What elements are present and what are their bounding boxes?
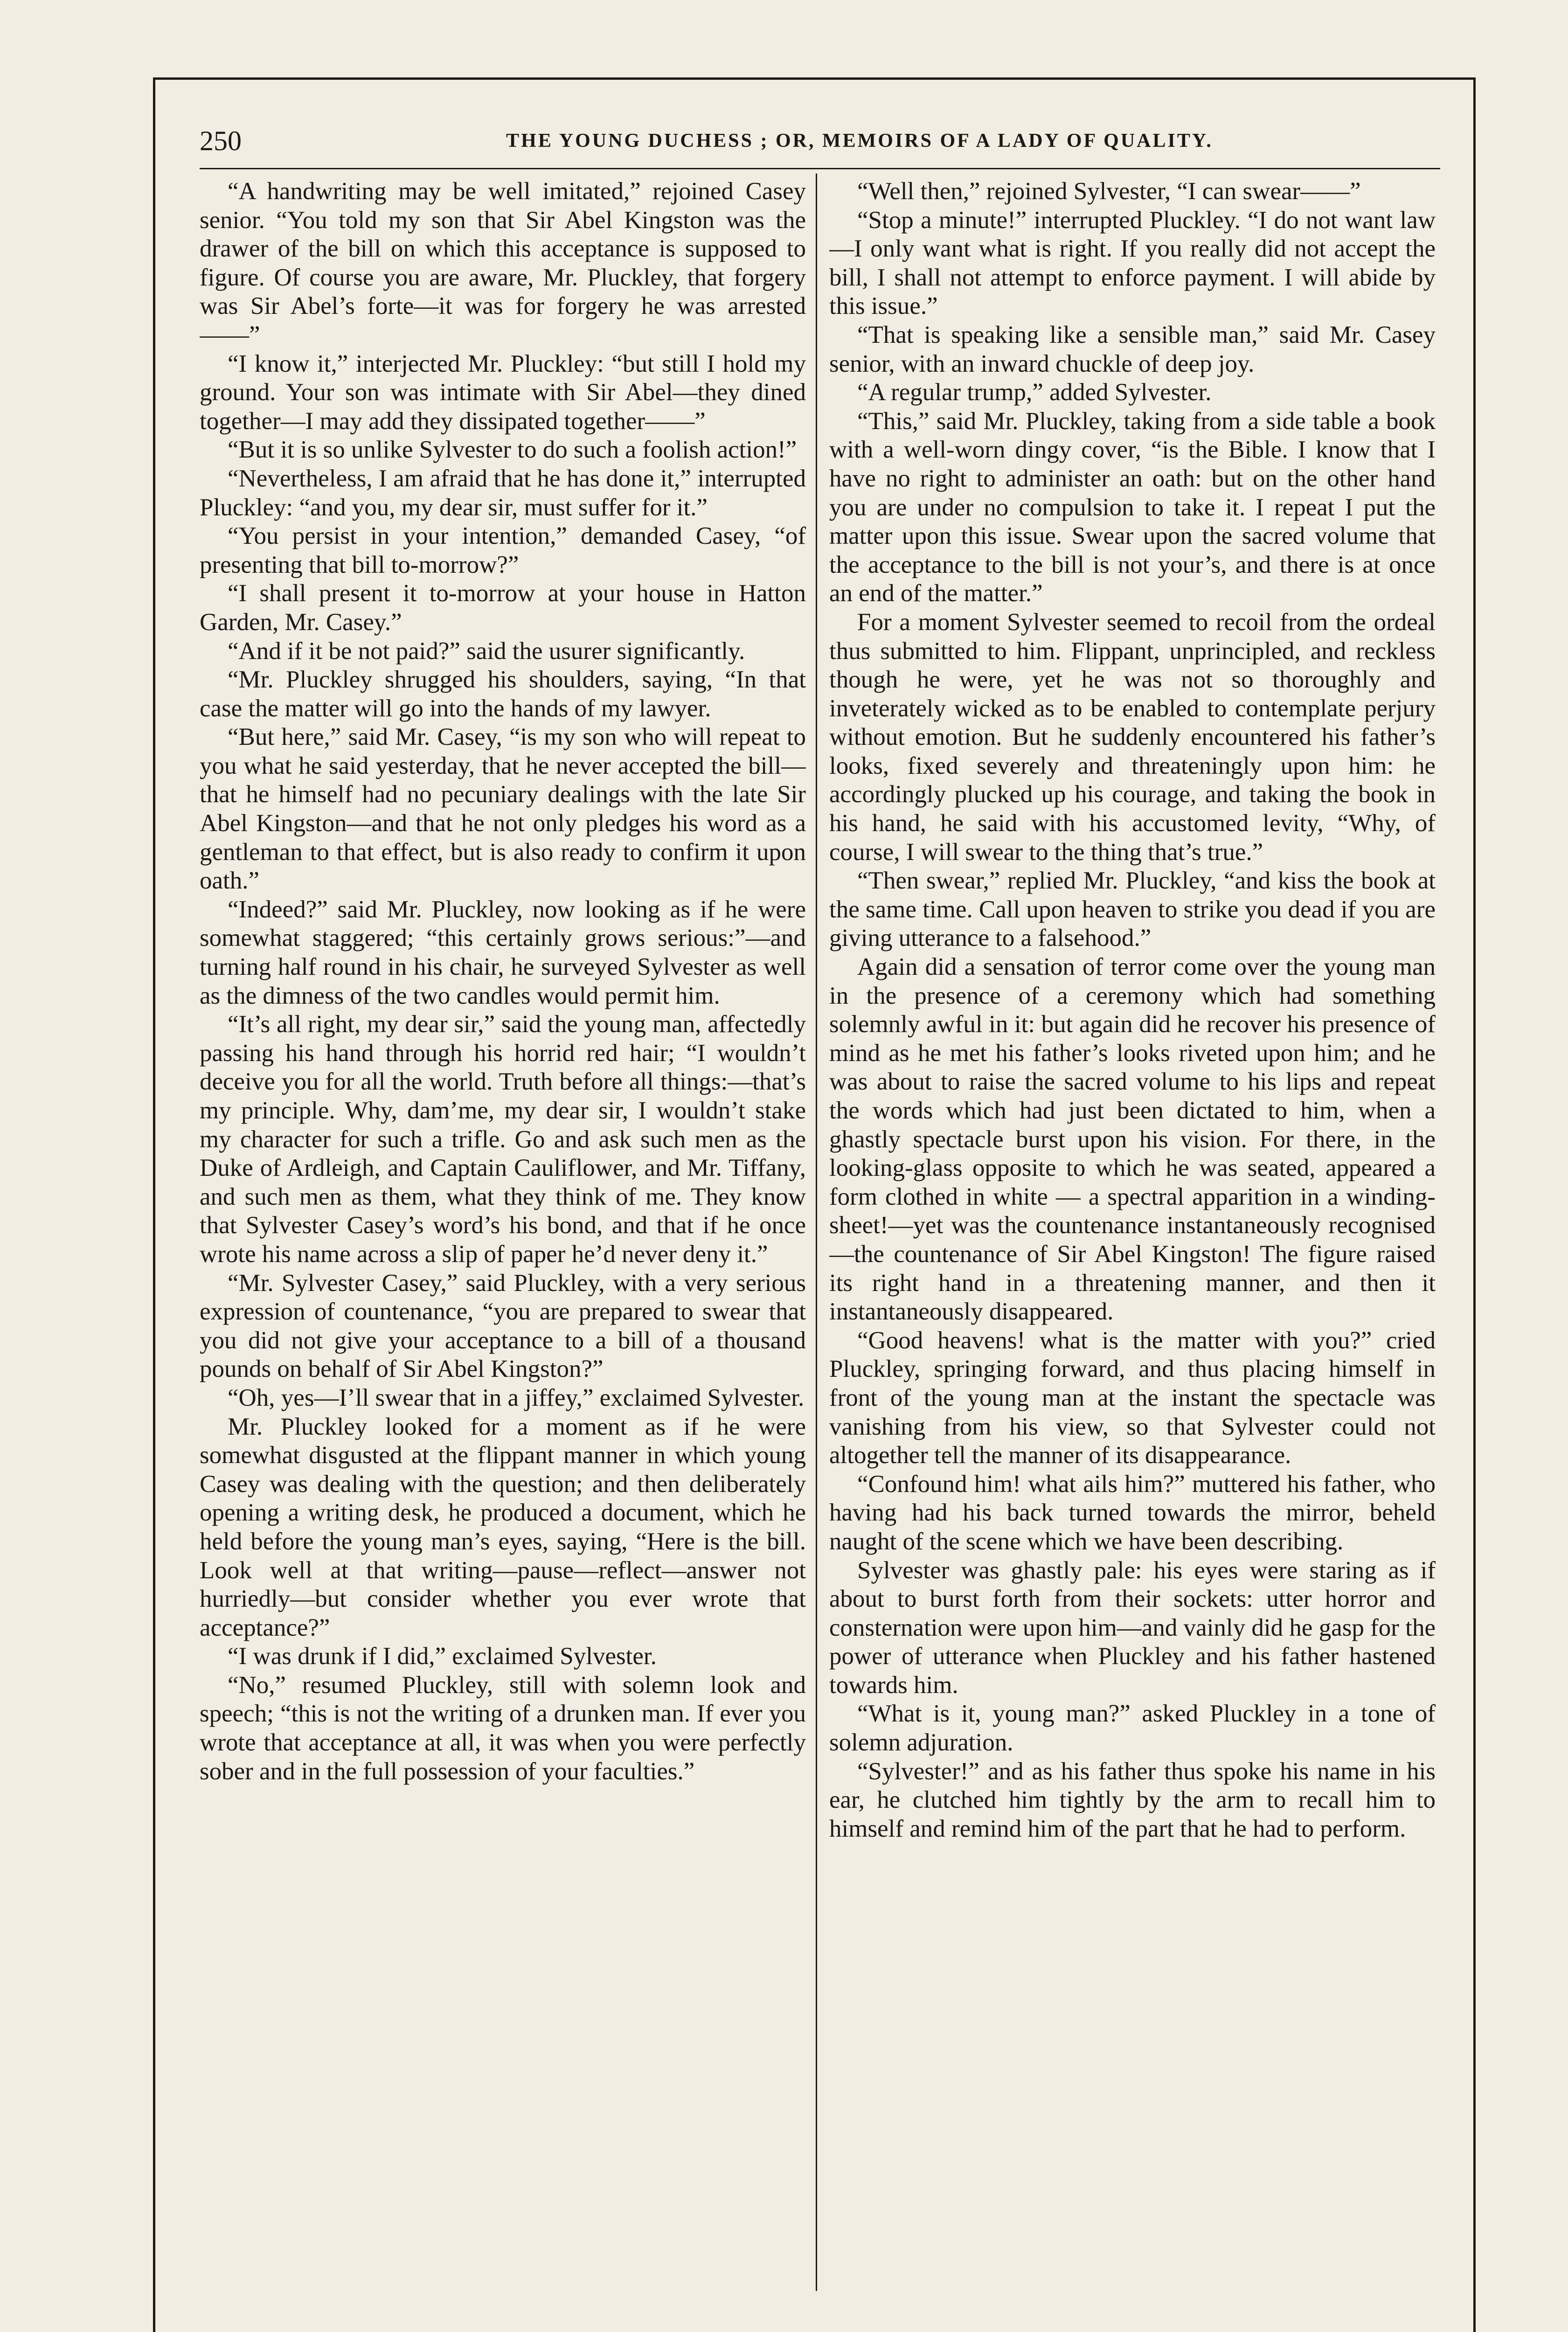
paragraph: Sylvester was ghastly pale: his eyes were staring as if about to burst forth from their sockets: utter horror and consternation were upon him—and vainly did he gasp for the power of utterance when Pluckley and his father hastened towards him. (829, 1556, 1436, 1699)
page-frame-right (1473, 77, 1476, 2332)
paragraph: “A regular trump,” added Sylvester. (857, 379, 1212, 406)
page-frame-top (153, 77, 1476, 80)
paragraph: “Mr. Pluckley shrugged his shoulders, saying, “In that case the matter will go into the hands of my lawyer. (200, 666, 806, 722)
page-frame-left (153, 77, 155, 2332)
paragraph: “A handwriting may be well imitated,” rejoined Casey senior. “You told my son that Sir Abel Kingston was the drawer of the bill on which this acceptance is supposed to figure. Of course you are aware, Mr. Pluckley, that forgery was Sir Abel’s forte—it was for forgery he was arrested——” (200, 178, 806, 348)
paragraph: “No,” resumed Pluckley, still with solemn look and speech; “this is not the writing of a drunken man. If ever you wrote that acceptance at all, it was when you were perfectly sober and in the full possession of your faculties.” (200, 1671, 806, 1785)
paragraph: Mr. Pluckley looked for a moment as if he were somewhat disgusted at the flippant manner in which young Casey was dealing with the question; and then deliberately opening a writing desk, he produced a document, which he held before the young man’s eyes, saying, “Here is the bill. Look well at that writing—pause—reflect—answer not hurriedly—but consider whether you ever wrote that acceptance?” (200, 1413, 806, 1641)
right-column (829, 177, 1436, 2290)
paragraph: “Mr. Sylvester Casey,” said Pluckley, with a very serious expression of countenance, “you are prepared to swear that you did not give your acceptance to a bill of a thousand pounds on behalf of Sir Abel Kingston?” (200, 1269, 806, 1383)
paragraph: “Confound him! what ails him?” muttered his father, who having had his back turned towards the mirror, beheld naught of the scene which we have been describing. (829, 1470, 1436, 1555)
paragraph: “Nevertheless, I am afraid that he has done it,” interrupted Pluckley: “and you, my dear sir, must suffer for it.” (200, 465, 806, 521)
paragraph: “Good heavens! what is the matter with you?” cried Pluckley, springing forward, and thus placing himself in front of the young man at the instant the spectacle was vanishing from his view, so that Sylvester could not altogether tell the manner of its disappearance. (829, 1326, 1436, 1469)
left-column (200, 177, 806, 2290)
paragraph: “Then swear,” replied Mr. Pluckley, “and kiss the book at the same time. Call upon heaven to strike you dead if you are giving utterance to a falsehood.” (829, 867, 1436, 952)
paragraph: For a moment Sylvester seemed to recoil from the ordeal thus submitted to him. Flippant, unprincipled, and reckless though he were, yet he was not so thoroughly and inveterately wicked as to be enabled to contemplate perjury without emotion. But he suddenly encountered his father’s looks, fixed severely and threateningly upon him: he accordingly plucked up his courage, and taking the book in his hand, he said with his accustomed levity, “Why, of course, I will swear to the thing that’s true.” (829, 608, 1436, 866)
paragraph: “What is it, young man?” asked Pluckley in a tone of solemn adjuration. (829, 1700, 1436, 1756)
paragraph: “Sylvester!” and as his father thus spoke his name in his ear, he clutched him tightly by the arm to recall him to himself and remind him of the part that he had to perform. (829, 1757, 1436, 1842)
paragraph: “But here,” said Mr. Casey, “is my son who will repeat to you what he said yesterday, that he never accepted the bill—that he himself had no pecuniary dealings with the late Sir Abel Kingston—and that he not only pledges his word as a gentleman to that effect, but is also ready to confirm it upon oath.” (200, 723, 806, 895)
page-header (200, 125, 1440, 162)
paragraph: Again did a sensation of terror come over the young man in the presence of a ceremony which had something solemnly awful in it: but again did he recover his presence of mind as he met his father’s looks riveted upon him; and he was about to raise the sacred volume to his lips and repeat the words which had just been dictated to him, when a ghastly spectacle burst upon his vision. For there, in the looking-glass opposite to which he was seated, appeared a form clothed in white — a spectral apparition in a winding-sheet!—yet was the countenance instantaneously recognised—the countenance of Sir Abel Kingston! The figure raised its right hand in a threatening manner, and then it instantaneously disappeared. (829, 953, 1436, 1326)
paragraph: “Stop a minute!” interrupted Pluckley. “I do not want law—I only want what is right. If you really did not accept the bill, I shall not attempt to enforce payment. I will abide by this issue.” (829, 206, 1436, 320)
paragraph: “And if it be not paid?” said the usurer significantly. (228, 637, 745, 665)
paragraph: “I shall present it to-morrow at your house in Hatton Garden, Mr. Casey.” (200, 580, 806, 636)
paragraph: “This,” said Mr. Pluckley, taking from a side table a book with a well-worn dingy cover, “is the Bible. I know that I have no right to administer an oath: but on the other hand you are under no compulsion to take it. I repeat I put the matter upon this issue. Swear upon the sacred volume that the acceptance to the bill is not your’s, and there is at once an end of the matter.” (829, 407, 1436, 607)
paragraph: “But it is so unlike Sylvester to do such a foolish action!” (228, 436, 797, 464)
paragraph: “I know it,” interjected Mr. Pluckley: “but still I hold my ground. Your son was intimate with Sir Abel—they dined together—I may add they dissipated together——” (200, 350, 806, 435)
paragraph: “It’s all right, my dear sir,” said the young man, affectedly passing his hand through his horrid red hair; “I wouldn’t deceive you for all the world. Truth before all things:—that’s my principle. Why, dam’me, my dear sir, I wouldn’t stake my character for such a trifle. Go and ask such men as the Duke of Ardleigh, and Captain Cauliflower, and Mr. Tiffany, and such men as them, what they think of me. They know that Sylvester Casey’s word’s his bond, and that if he once wrote his name across a slip of paper he’d never deny it.” (200, 1011, 806, 1268)
paragraph: “You persist in your intention,” demanded Casey, “of presenting that bill to-morrow?” (200, 522, 806, 578)
paragraph: “I was drunk if I did,” exclaimed Sylvester. (228, 1643, 657, 1670)
header-rule (200, 168, 1440, 169)
paragraph: “Well then,” rejoined Sylvester, “I can swear——” (857, 178, 1361, 205)
paragraph: “Oh, yes—I’ll swear that in a jiffey,” exclaimed Sylvester. (228, 1384, 805, 1411)
column-divider (816, 174, 817, 2291)
paragraph: “Indeed?” said Mr. Pluckley, now looking as if he were somewhat staggered; “this certainly grows serious:”—and turning half round in his chair, he surveyed Sylvester as well as the dimness of the two candles would permit him. (200, 895, 806, 1009)
paragraph: “That is speaking like a sensible man,” said Mr. Casey senior, with an inward chuckle of deep joy. (829, 321, 1436, 377)
page-number: 250 (200, 125, 242, 156)
running-head: THE YOUNG DUCHESS ; OR, MEMOIRS OF A LADY OF QUALITY. (506, 130, 1213, 152)
